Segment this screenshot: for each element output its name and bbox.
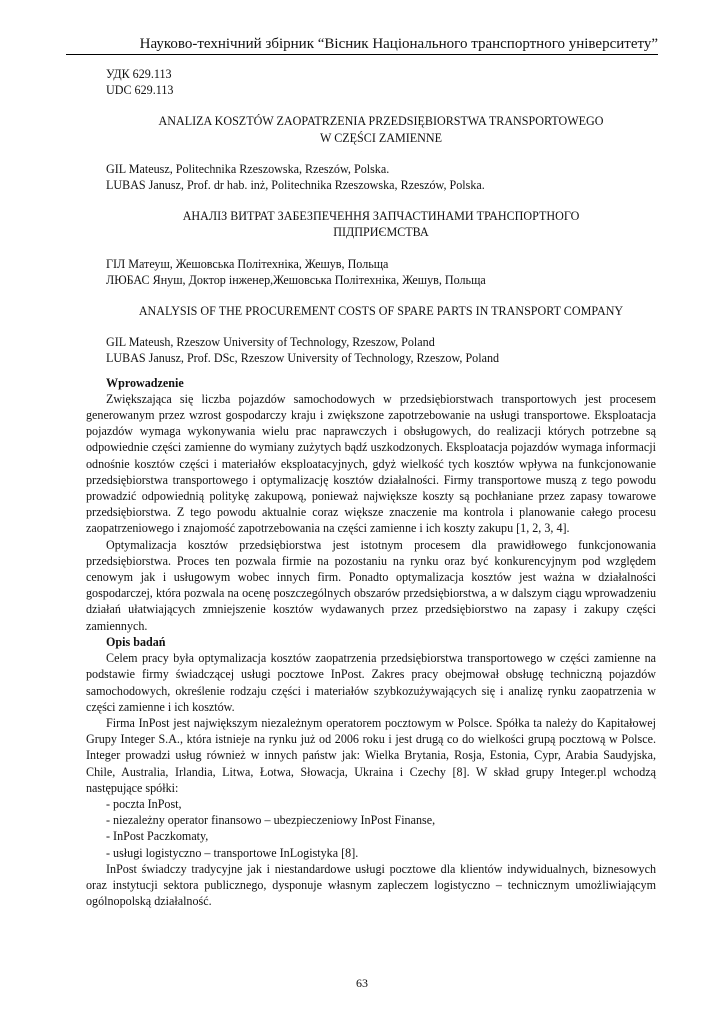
spacer xyxy=(106,193,656,208)
spacer xyxy=(106,367,656,375)
udc-en: UDC 629.113 xyxy=(106,83,174,98)
title-pl-line2: W CZĘŚCI ZAMIENNE xyxy=(319,130,443,145)
title-en: ANALYSIS OF THE PROCUREMENT COSTS OF SPARE PARTS IN TRANSPORT COMPANY xyxy=(138,304,624,319)
section-heading-intro: Wprowadzenie xyxy=(106,375,184,390)
author-en-2: LUBAS Janusz, Prof. DSc, Rzeszow University of Technology, Rzeszow, Poland xyxy=(106,351,500,366)
author-pl-2: LUBAS Janusz, Prof. dr hab. inż, Politechnika Rzeszowska, Rzeszów, Polska. xyxy=(106,178,485,193)
spacer xyxy=(106,98,656,113)
author-ua-2: ЛЮБАС Януш, Доктор інженер,Жешовська Політехніка, Жешув, Польща xyxy=(106,272,486,287)
list-item: - poczta InPost, xyxy=(106,796,182,811)
spacer xyxy=(106,146,656,161)
body-text xyxy=(86,375,656,910)
author-en-1: GIL Mateush, Rzeszow University of Technology, Rzeszow, Poland xyxy=(106,335,435,350)
intro-paragraph-1: Zwiększająca się liczba pojazdów samochodowych w przedsiębiorstwach transportowych jest procesem generowanym przez wzrost gospodarczy kraju i zwiększone zapotrzebowanie na usługi transportowe. Eksploatacja pojazdów wymaga wykonywania wielu prac naprawczych i obsługowych, do realizacji których potrzebne są odpowiednie części zamienne do wymiany zużytych bądź uszkodzonych. Eksploatacja pojazdów wymaga informacji odnośnie kosztów części i materiałów eksploatacyjnych, gdyż wielkość tych kosztów wpływa na funkcjonowanie przedsiębiorstwa transportowego i optymalizację kosztów działalności. Firmy transportowe muszą z tego powodu prowadzić odpowiednią politykę zakupową, ponieważ największe koszty są pochłaniane przez zapasy towarowe przedsiębiorstwa. Z tego powodu aktualnie coraz większe znaczenie ma kontrola i planowanie całego procesu zaopatrzeniowego i znajomość zapotrzebowania na części zamienne i ich koszty zakupu [1, 2, 3, 4]. xyxy=(86,391,656,536)
research-paragraph-3: InPost świadczy tradycyjne jak i niestandardowe usługi pocztowe dla klientów indywidualnych, biznesowych oraz instytucji sektora publicznego, dysponuje własnym zapleczem logistyczno – technicznym umożliwiającym ogólnopolską działalność. xyxy=(86,861,656,909)
list-item: - niezależny operator finansowo – ubezpieczeniowy InPost Finanse, xyxy=(106,813,436,828)
list-item: - usługi logistyczno – transportowe InLogistyka [8]. xyxy=(106,845,359,860)
title-ua-line2: ПІДПРИЄМСТВА xyxy=(333,225,429,240)
spacer xyxy=(106,288,656,303)
author-pl-1: GIL Mateusz, Politechnika Rzeszowska, Rzeszów, Polska. xyxy=(106,161,390,176)
research-paragraph-1: Celem pracy była optymalizacja kosztów zaopatrzenia przedsiębiorstwa transportowego w części zamienne na podstawie firmy świadczącej usługi pocztowe InPost. Zakres pracy obejmował obsługę techniczną pojazdów samochodowych, określenie rodzaju części i materiałów szybkozużywających się i analizę rynku zaopatrzenia w części zamienne i ich kosztów. xyxy=(86,651,656,714)
section-heading-research: Opis badań xyxy=(106,634,166,649)
running-header: Науково-технічний збірник “Вісник Національного транспортного університету” xyxy=(139,36,658,52)
title-pl-line1: ANALIZA KOSZTÓW ZAOPATRZENIA PRZEDSIĘBIORSTWA TRANSPORTOWEGO xyxy=(158,114,604,129)
spacer xyxy=(106,319,656,334)
page-content xyxy=(86,66,656,909)
research-paragraph-2: Firma InPost jest największym niezależnym operatorem pocztowym w Polsce. Spółka ta należy do Kapitałowej Grupy Integer S.A., która istnieje na rynku już od 2006 roku i jest drugą co do wielkości grupą pocztową w Polsce. Integer prowadzi usług również w innych państw jak: Wielka Brytania, Rosja, Estonia, Cypr, Arabia Saudyjska, Chile, Australia, Irlandia, Litwa, Łotwa, Słowacja, Ukraina i Czechy [8]. W skład grupy Integer.pl wchodzą następujące spółki: xyxy=(86,715,656,795)
header-rule xyxy=(66,54,658,55)
author-ua-1: ГІЛ Матеуш, Жешовська Політехніка, Жешув, Польща xyxy=(106,256,389,271)
title-ua-line1: АНАЛІЗ ВИТРАТ ЗАБЕЗПЕЧЕННЯ ЗАПЧАСТИНАМИ ТРАНСПОРТНОГО xyxy=(182,209,580,224)
list-item: - InPost Paczkomaty, xyxy=(106,829,209,844)
intro-paragraph-2: Optymalizacja kosztów przedsiębiorstwa jest istotnym procesem dla prawidłowego funkcjonowania przedsiębiorstwa. Proces ten pozwala firmie na pozostaniu na rynku oraz być konkurencyjnym pod względem cenowym jak i usługowym wobec innych firm. Ponadto optymalizacja kosztów jest ważna w działalności gospodarczej, która pozwala na ocenę poszczególnych obszarów przedsiębiorstwa, a w dalszym ciągu wprowadzeniu działań ułatwiających zmniejszenie kosztów wydawanych przez przedsiębiorstwo na zapasy i zakupy części zamiennych. xyxy=(86,537,656,633)
udc-ua: УДК 629.113 xyxy=(106,67,172,81)
page-number: 63 xyxy=(356,976,368,990)
spacer xyxy=(106,241,656,256)
